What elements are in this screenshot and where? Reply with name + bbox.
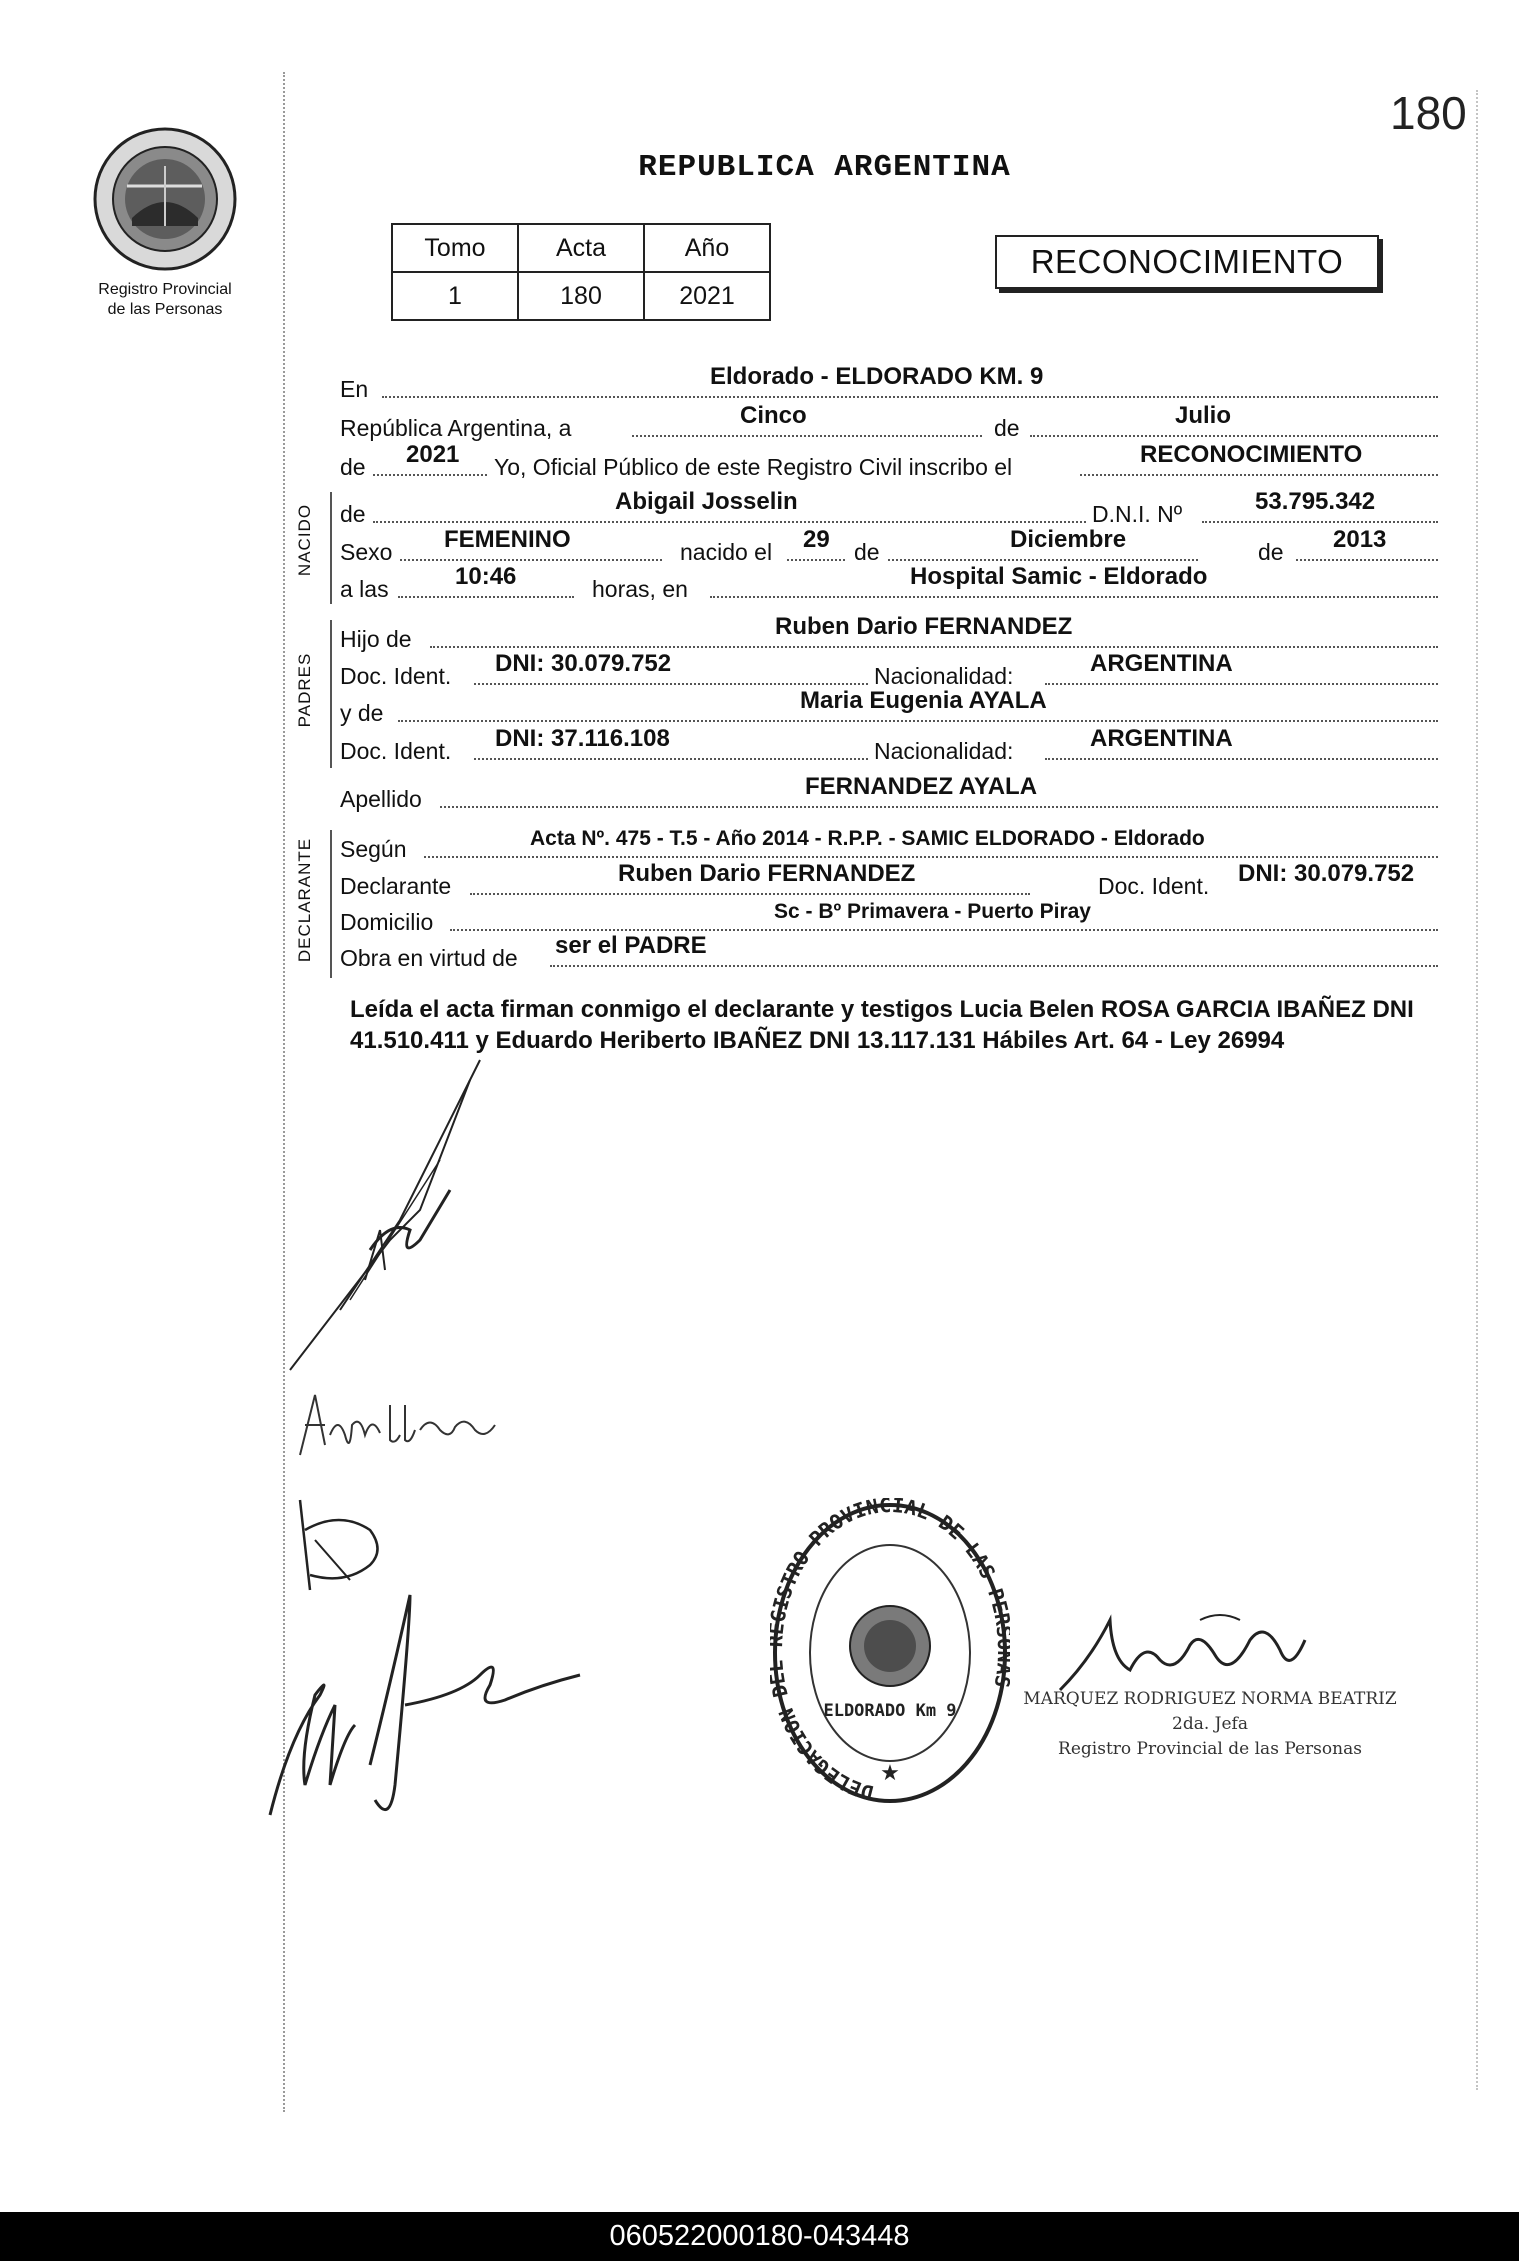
republica-label: República Argentina, a	[340, 415, 572, 441]
madre-nacionalidad-value: ARGENTINA	[1090, 725, 1233, 752]
sexo-label: Sexo	[340, 539, 393, 565]
obra-label: Obra en virtud de	[340, 945, 518, 971]
oficial-text: Yo, Oficial Público de este Registro Civil inscribo el	[494, 454, 1013, 480]
decl-doc-label: Doc. Ident.	[1098, 873, 1210, 899]
nac-de2-label: de	[1258, 539, 1284, 565]
mes-value: Julio	[1175, 402, 1232, 429]
declarante-signature	[280, 1040, 540, 1380]
declarante-value: Ruben Dario FERNANDEZ	[618, 860, 916, 887]
segun-label: Según	[340, 836, 407, 862]
en-value: Eldorado - ELDORADO KM. 9	[710, 363, 1044, 390]
madre-doc-value: DNI: 37.116.108	[495, 725, 670, 752]
decl-doc-value: DNI: 30.079.752	[1238, 860, 1415, 887]
apellido-label: Apellido	[340, 786, 422, 812]
declarante-label: Declarante	[340, 873, 452, 899]
section-label-declarante: DECLARANTE	[295, 837, 314, 963]
document-type-box: RECONOCIMIENTO	[995, 235, 1379, 289]
witness-signature-1	[290, 1385, 510, 1465]
de-label: de	[994, 415, 1020, 441]
document-title: REPUBLICA ARGENTINA	[638, 150, 1011, 185]
provincial-registry-logo	[92, 126, 238, 272]
right-margin-rule	[1476, 90, 1478, 2090]
anio-value: 2021	[644, 272, 770, 320]
row-madre-doc	[340, 725, 1438, 766]
document-id-bar: 060522000180-043448	[0, 2212, 1519, 2261]
officer-role: 2da. Jefa	[1172, 1714, 1248, 1734]
official-seal	[770, 1498, 1010, 1808]
yde-label: y de	[340, 700, 384, 726]
witness-signature-2	[290, 1490, 400, 1600]
en-label: En	[340, 376, 369, 402]
row-domicilio	[340, 900, 1438, 937]
nac-de-label: de	[854, 539, 880, 565]
officer-signature	[1050, 1600, 1310, 1700]
padre-nacionalidad-label: Nacionalidad:	[874, 663, 1014, 689]
hora-value: 10:46	[455, 563, 517, 590]
dni-label: D.N.I. Nº	[1092, 501, 1183, 527]
tomo-header: Tomo	[392, 224, 518, 272]
officer-name: MARQUEZ RODRIGUEZ NORMA BEATRIZ	[1023, 1689, 1397, 1709]
anio-value: 2021	[406, 441, 460, 468]
registry-table	[391, 223, 771, 321]
padre-doc-value: DNI: 30.079.752	[495, 650, 672, 677]
tomo-value: 1	[392, 272, 518, 320]
section-label-nacido: NACIDO	[295, 503, 314, 577]
nac-anio-value: 2013	[1333, 526, 1387, 553]
dia-value: Cinco	[740, 402, 807, 429]
logo-caption	[70, 280, 260, 320]
seal-ring-text: DELEGACION ISTRO PROVINCIAL DE LAS P	[770, 1498, 1010, 1806]
segun-value: Acta Nº. 475 - T.5 - Año 2014 - R.P.P. - SAMIC ELDORADO - Eldorado	[530, 827, 1205, 850]
row-en	[340, 363, 1438, 404]
padre-nacionalidad-value: ARGENTINA	[1090, 650, 1233, 677]
sexo-value: FEMENINO	[444, 526, 571, 553]
inscribo-value: RECONOCIMIENTO	[1140, 441, 1363, 468]
padre-doc-label: Doc. Ident.	[340, 663, 452, 689]
row-hora	[340, 563, 1438, 604]
anio-header: Año	[644, 224, 770, 272]
page-number: 180	[1390, 87, 1467, 139]
domicilio-value: Sc - Bº Primavera - Puerto Piray	[774, 900, 1091, 923]
nac-mes-value: Diciembre	[1010, 526, 1127, 553]
section-label-padres: PADRES	[295, 652, 314, 728]
domicilio-label: Domicilio	[340, 909, 434, 935]
row-obra	[340, 932, 1438, 973]
officer-stamp	[1000, 1687, 1420, 1762]
acta-value: 180	[518, 272, 644, 320]
acta-header: Acta	[518, 224, 644, 272]
svg-text:★: ★	[880, 1760, 900, 1785]
madre-value: Maria Eugenia AYALA	[800, 687, 1047, 714]
alas-label: a las	[340, 576, 389, 602]
madre-doc-label: Doc. Ident.	[340, 738, 452, 764]
nombre-label: de	[340, 501, 366, 527]
nac-dia-value: 29	[803, 526, 830, 553]
nombre-value: Abigail Josselin	[615, 488, 798, 515]
closing-statement: Leída el acta firman conmigo el declarante y testigos Lucia Belen ROSA GARCIA IBAÑEZ DNI 41.510.411 y Eduardo Heriberto IBAÑEZ DNI 13.117.131 Hábiles Art. 64 - Ley 26994	[350, 996, 1414, 1054]
obra-value: ser el PADRE	[555, 932, 707, 959]
row-inscribo	[340, 441, 1438, 482]
officer-handwritten-signature	[260, 1585, 600, 1835]
seal-inner-text: ELDORADO Km 9	[823, 1701, 957, 1721]
logo-caption-line2: de las Personas	[107, 301, 223, 318]
madre-nacionalidad-label: Nacionalidad:	[874, 738, 1014, 764]
officer-office: Registro Provincial de las Personas	[1058, 1739, 1362, 1759]
dni-value: 53.795.342	[1255, 488, 1376, 515]
logo-caption-line1: Registro Provincial	[98, 281, 232, 298]
lugar-value: Hospital Samic - Eldorado	[910, 563, 1208, 590]
de2-label: de	[340, 454, 366, 480]
nacido-label: nacido el	[680, 539, 773, 565]
row-apellido	[340, 773, 1438, 814]
padre-value: Ruben Dario FERNANDEZ	[775, 613, 1073, 640]
hijo-label: Hijo de	[340, 626, 412, 652]
apellido-value: FERNANDEZ AYALA	[805, 773, 1038, 800]
horas-label: horas, en	[592, 576, 688, 602]
